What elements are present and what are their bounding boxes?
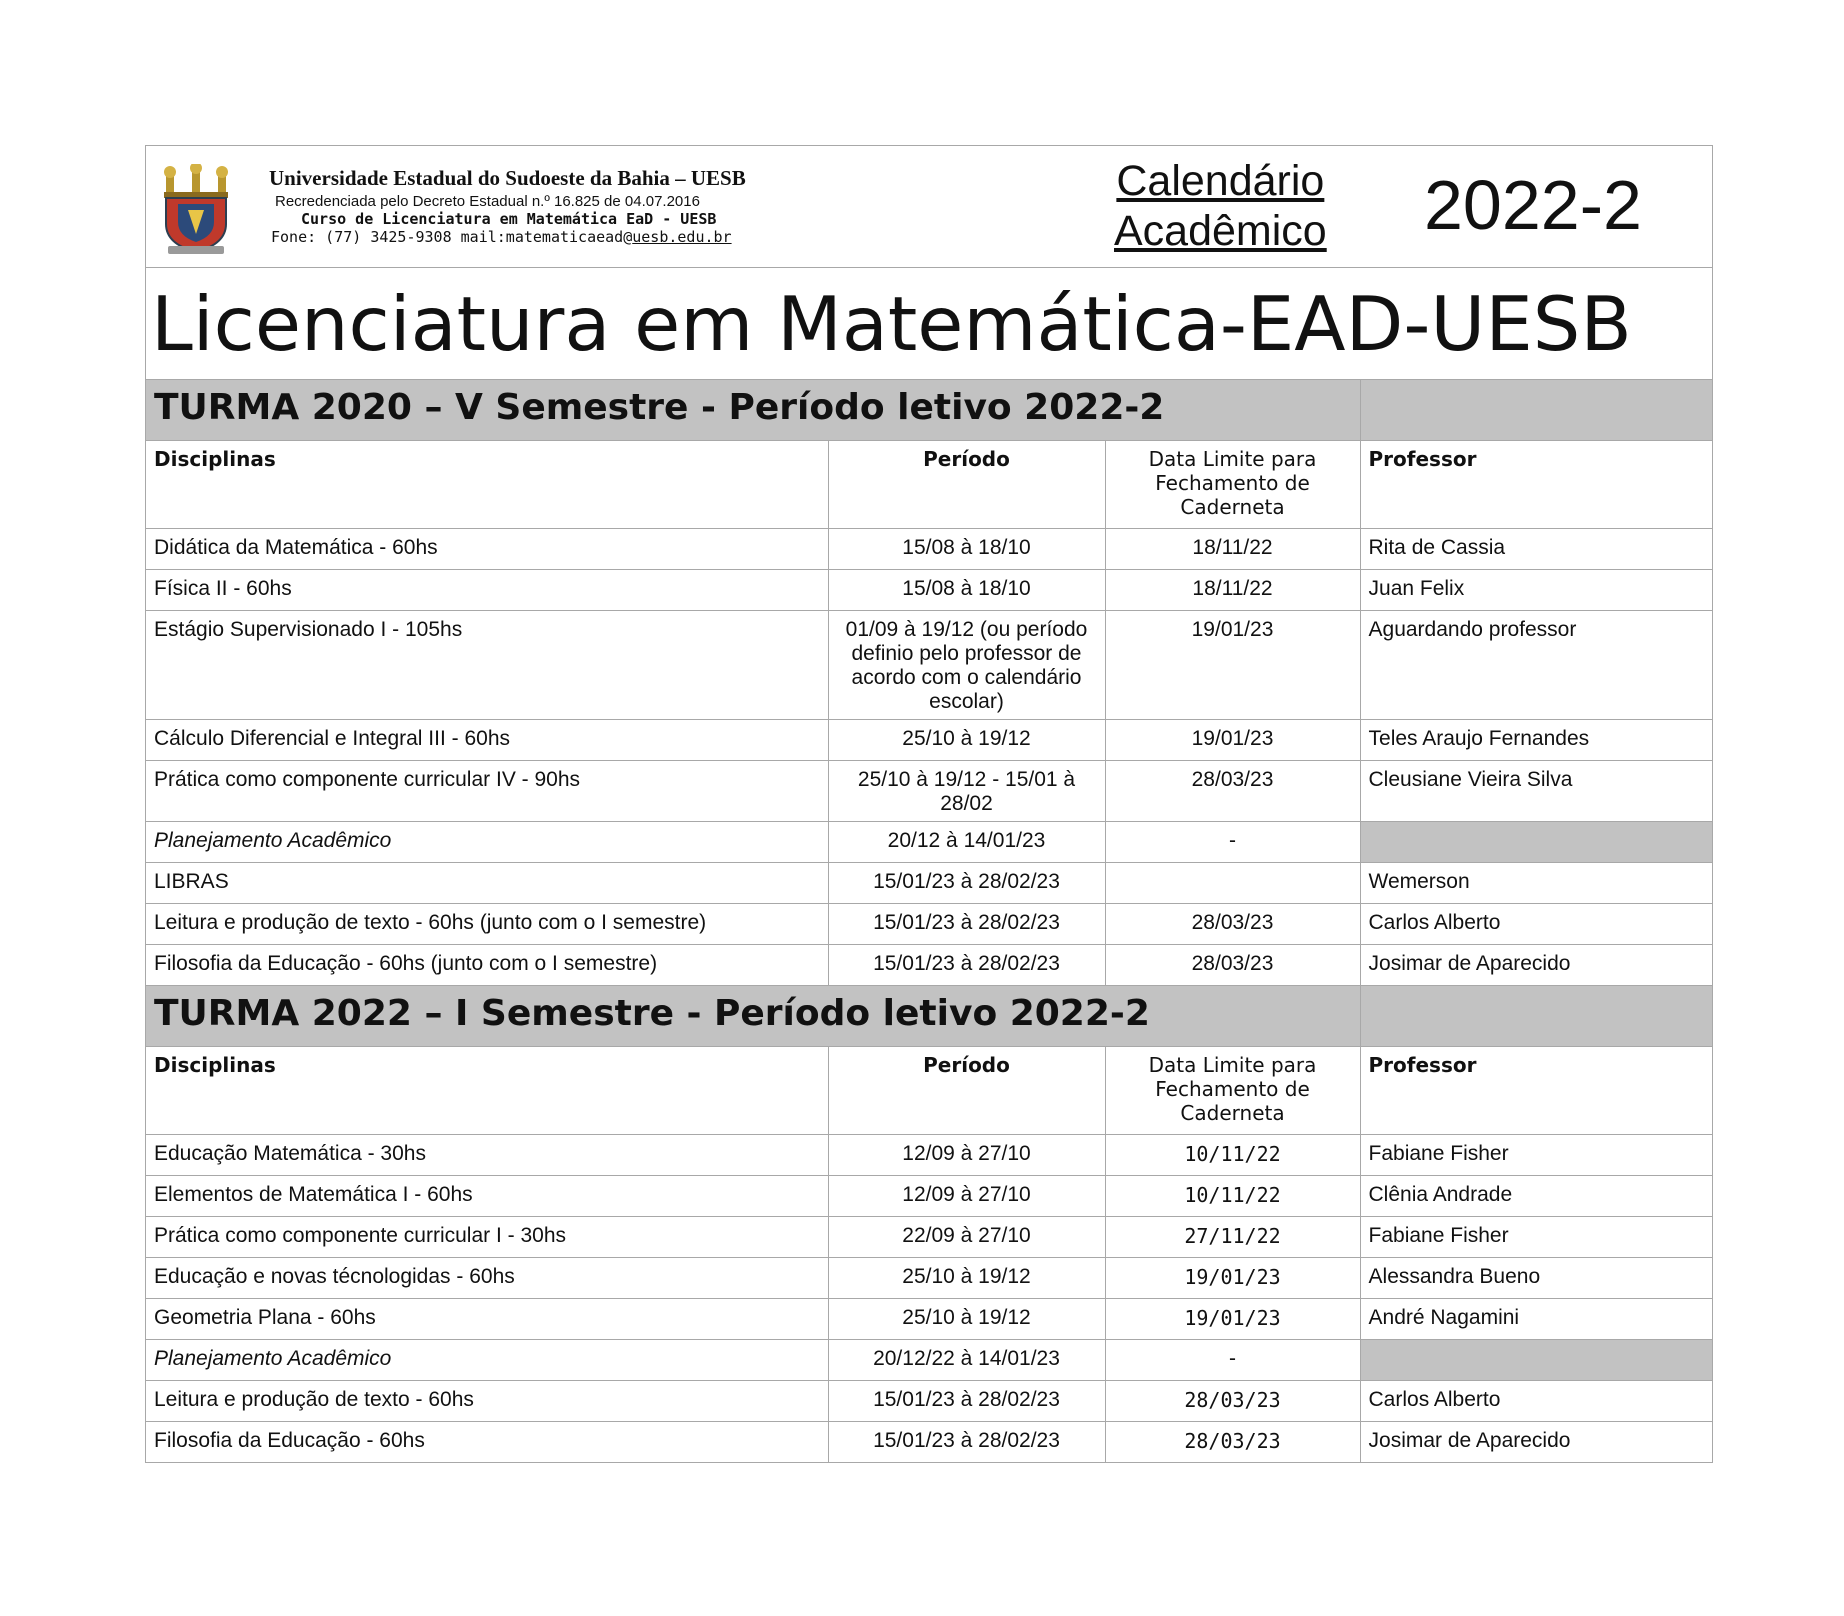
table-row xyxy=(146,720,1712,761)
period-cell: 15/08 à 18/10 xyxy=(828,529,1105,570)
professor-cell: André Nagamini xyxy=(1360,1299,1712,1340)
section-title-cell xyxy=(146,380,1360,441)
discipline-cell: Geometria Plana - 60hs xyxy=(146,1299,828,1340)
calendar-title-line1: Calendário xyxy=(1116,157,1325,205)
discipline-cell: LIBRAS xyxy=(146,863,828,904)
col-periodo-label: Período xyxy=(923,447,1010,471)
deadline-cell: 18/11/22 xyxy=(1105,570,1360,611)
col-disciplinas-label: Disciplinas xyxy=(154,447,276,471)
professor-cell xyxy=(1360,1340,1712,1381)
discipline-cell: Educação e novas técnologidas - 60hs xyxy=(146,1258,828,1299)
discipline-cell: Estágio Supervisionado I - 105hs xyxy=(146,611,828,720)
deadline-cell: 18/11/22 xyxy=(1105,529,1360,570)
col-periodo-header xyxy=(828,1047,1105,1135)
calendar-title xyxy=(1114,156,1327,256)
col-data-limite-label: Data Limite para Fechamento de Caderneta xyxy=(1148,447,1317,519)
discipline-cell: Planejamento Acadêmico xyxy=(146,822,828,863)
period-cell: 15/01/23 à 28/02/23 xyxy=(828,863,1105,904)
page-title: Licenciatura em Matemática-EAD-UESB xyxy=(146,268,1712,380)
professor-cell: Clênia Andrade xyxy=(1360,1176,1712,1217)
discipline-cell: Filosofia da Educação - 60hs (junto com o I semestre) xyxy=(146,945,828,986)
period-cell: 01/09 à 19/12 (ou período definio pelo professor de acordo com o calendário escolar) xyxy=(828,611,1105,720)
professor-cell: Josimar de Aparecido xyxy=(1360,1422,1712,1463)
col-disciplinas-header xyxy=(146,441,828,529)
decree-line: Recredenciada pelo Decreto Estadual n.º 16.825 de 04.07.2016 xyxy=(275,193,700,210)
discipline-cell: Leitura e produção de texto - 60hs xyxy=(146,1381,828,1422)
section-title: TURMA 2022 – I Semestre - Período letivo 2022-2 xyxy=(154,992,1150,1034)
section-title: TURMA 2020 – V Semestre - Período letivo 2022-2 xyxy=(154,386,1165,428)
deadline-cell: 19/01/23 xyxy=(1105,1299,1360,1340)
column-header-row xyxy=(146,1047,1712,1135)
col-disciplinas-label: Disciplinas xyxy=(154,1053,276,1077)
deadline-cell: 10/11/22 xyxy=(1105,1135,1360,1176)
deadline-cell: - xyxy=(1105,822,1360,863)
column-header-row xyxy=(146,441,1712,529)
section-empty-cell xyxy=(1360,380,1712,441)
col-data-limite-label: Data Limite para Fechamento de Caderneta xyxy=(1148,1053,1317,1125)
schedule-table xyxy=(146,380,1712,1463)
professor-cell: Rita de Cassia xyxy=(1360,529,1712,570)
period-cell: 12/09 à 27/10 xyxy=(828,1135,1105,1176)
period-cell: 15/01/23 à 28/02/23 xyxy=(828,1381,1105,1422)
col-periodo-label: Período xyxy=(923,1053,1010,1077)
table-row xyxy=(146,761,1712,822)
period-cell: 15/01/23 à 28/02/23 xyxy=(828,904,1105,945)
table-row xyxy=(146,529,1712,570)
professor-cell: Josimar de Aparecido xyxy=(1360,945,1712,986)
section-title-cell xyxy=(146,986,1360,1047)
period-cell: 22/09 à 27/10 xyxy=(828,1217,1105,1258)
discipline-cell: Didática da Matemática - 60hs xyxy=(146,529,828,570)
deadline-cell xyxy=(1105,863,1360,904)
deadline-cell: 10/11/22 xyxy=(1105,1176,1360,1217)
professor-cell: Aguardando professor xyxy=(1360,611,1712,720)
table-row xyxy=(146,1299,1712,1340)
table-row xyxy=(146,1176,1712,1217)
table-row xyxy=(146,822,1712,863)
section-empty-cell xyxy=(1360,986,1712,1047)
discipline-cell: Planejamento Acadêmico xyxy=(146,1340,828,1381)
discipline-cell: Física II - 60hs xyxy=(146,570,828,611)
calendar-sheet xyxy=(145,145,1713,1463)
table-row xyxy=(146,611,1712,720)
period-cell: 25/10 à 19/12 xyxy=(828,1258,1105,1299)
professor-cell: Cleusiane Vieira Silva xyxy=(1360,761,1712,822)
table-row xyxy=(146,570,1712,611)
deadline-cell: 28/03/23 xyxy=(1105,945,1360,986)
deadline-cell: 27/11/22 xyxy=(1105,1217,1360,1258)
discipline-cell: Prática como componente curricular IV - 90hs xyxy=(146,761,828,822)
table-row xyxy=(146,1135,1712,1176)
period-cell: 15/01/23 à 28/02/23 xyxy=(828,1422,1105,1463)
section-header xyxy=(146,380,1712,441)
table-row xyxy=(146,1381,1712,1422)
contact-text: Fone: (77) 3425-9308 mail:matematicaead@ xyxy=(271,228,633,246)
institution-name: Universidade Estadual do Sudoeste da Bahia – UESB xyxy=(269,166,746,190)
col-professor-header xyxy=(1360,1047,1712,1135)
period-cell: 20/12 à 14/01/23 xyxy=(828,822,1105,863)
discipline-cell: Prática como componente curricular I - 30hs xyxy=(146,1217,828,1258)
period-cell: 15/01/23 à 28/02/23 xyxy=(828,945,1105,986)
period-cell: 15/08 à 18/10 xyxy=(828,570,1105,611)
calendar-title-line2: Acadêmico xyxy=(1114,207,1327,255)
table-row xyxy=(146,1217,1712,1258)
deadline-cell: 28/03/23 xyxy=(1105,761,1360,822)
col-professor-header xyxy=(1360,441,1712,529)
period-cell: 20/12/22 à 14/01/23 xyxy=(828,1340,1105,1381)
col-data-limite-header xyxy=(1105,1047,1360,1135)
discipline-cell: Elementos de Matemática I - 60hs xyxy=(146,1176,828,1217)
deadline-cell: 28/03/23 xyxy=(1105,1381,1360,1422)
discipline-cell: Educação Matemática - 30hs xyxy=(146,1135,828,1176)
course-line: Curso de Licenciatura em Matemática EaD - UESB xyxy=(301,210,717,228)
professor-cell: Teles Araujo Fernandes xyxy=(1360,720,1712,761)
professor-cell: Juan Felix xyxy=(1360,570,1712,611)
col-disciplinas-header xyxy=(146,1047,828,1135)
discipline-cell: Filosofia da Educação - 60hs xyxy=(146,1422,828,1463)
discipline-cell: Cálculo Diferencial e Integral III - 60hs xyxy=(146,720,828,761)
table-row xyxy=(146,1340,1712,1381)
uesb-crest-logo xyxy=(160,164,232,256)
period-cell: 25/10 à 19/12 xyxy=(828,720,1105,761)
professor-cell: Alessandra Bueno xyxy=(1360,1258,1712,1299)
period-cell: 12/09 à 27/10 xyxy=(828,1176,1105,1217)
period-cell: 25/10 à 19/12 - 15/01 à 28/02 xyxy=(828,761,1105,822)
professor-cell: Fabiane Fisher xyxy=(1360,1217,1712,1258)
col-data-limite-header xyxy=(1105,441,1360,529)
col-professor-label: Professor xyxy=(1368,447,1477,471)
professor-cell: Fabiane Fisher xyxy=(1360,1135,1712,1176)
deadline-cell: 28/03/23 xyxy=(1105,1422,1360,1463)
email-domain-link[interactable]: uesb.edu.br xyxy=(632,228,732,246)
deadline-cell: 28/03/23 xyxy=(1105,904,1360,945)
professor-cell xyxy=(1360,822,1712,863)
header xyxy=(146,146,1712,268)
deadline-cell: 19/01/23 xyxy=(1105,720,1360,761)
calendar-period: 2022-2 xyxy=(1424,166,1642,244)
professor-cell: Wemerson xyxy=(1360,863,1712,904)
institution-info xyxy=(269,168,746,245)
table-row xyxy=(146,904,1712,945)
professor-cell: Carlos Alberto xyxy=(1360,1381,1712,1422)
discipline-cell: Leitura e produção de texto - 60hs (junto com o I semestre) xyxy=(146,904,828,945)
table-row xyxy=(146,863,1712,904)
professor-cell: Carlos Alberto xyxy=(1360,904,1712,945)
table-row xyxy=(146,945,1712,986)
table-row xyxy=(146,1422,1712,1463)
col-professor-label: Professor xyxy=(1368,1053,1477,1077)
section-header xyxy=(146,986,1712,1047)
table-row xyxy=(146,1258,1712,1299)
deadline-cell: 19/01/23 xyxy=(1105,611,1360,720)
col-periodo-header xyxy=(828,441,1105,529)
contact-line xyxy=(271,230,746,245)
deadline-cell: - xyxy=(1105,1340,1360,1381)
deadline-cell: 19/01/23 xyxy=(1105,1258,1360,1299)
period-cell: 25/10 à 19/12 xyxy=(828,1299,1105,1340)
